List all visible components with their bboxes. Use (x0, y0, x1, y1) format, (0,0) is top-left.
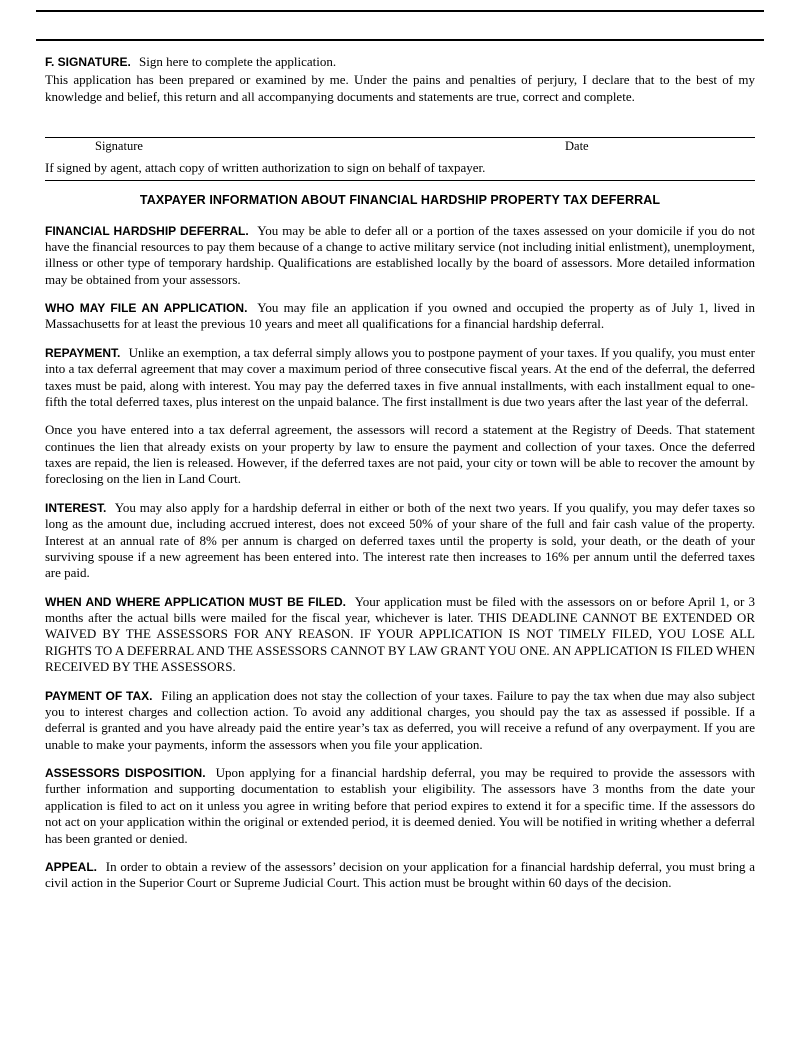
signature-label: Signature (95, 139, 143, 154)
section-payment-of-tax (45, 688, 755, 754)
section-body: You may file an application if you owned and occupied the property as of July 1, lived in Massachusetts for at least the previous 10 years and meet all qualifications for a financial hardship deferral. (45, 300, 756, 332)
section-body: Once you have entered into a tax deferral agreement, the assessors will record a statement at the Registry of Deeds. That statement continues the lien that already exists on your property by law to ensure the payment and collection of your taxes. Once the deferred taxes are repaid, the lien is released. However, if the deferred taxes are not paid, your city or town will be able to recover the amount by foreclosing on the lien in Land Court. (45, 422, 755, 487)
date-label: Date (565, 139, 589, 154)
section-body: Filing an application does not stay the collection of your taxes. Failure to pay the tax when due may also subject you to interest charges and collection action. To avoid any additional charges, you should pay the tax as assessed if possible. If a deferral is granted and you have already paid the entire year’s tax as deferred, you will receive a refund of any overpayment. If you are unable to make your payments, inform the assessors when you file your application. (45, 687, 756, 752)
section-heading: WHEN AND WHERE APPLICATION MUST BE FILED. (45, 594, 347, 609)
section-divider (45, 180, 755, 181)
section-heading: REPAYMENT. (45, 345, 121, 360)
section-body: Your application must be filed with the assessors on or before April 1, or 3 months after the actual bills were mailed for the fiscal year, whichever is later. THIS DEADLINE CANNOT BE EXTENDED OR WAIVED BY THE ASSESSORS FOR ANY REASON. IF YOUR APPLICATION IS NOT TIMELY FILED, YOU LOSE ALL RIGHTS TO A DEFERRAL AND THE ASSESSORS CANNOT BY LAW GRANT YOU ONE. AN APPLICATION IS FILED WHEN RECEIVED BY THE ASSESSORS. (45, 593, 755, 675)
section-heading: APPEAL. (45, 859, 98, 874)
section-appeal (45, 859, 755, 892)
section-heading: WHO MAY FILE AN APPLICATION. (45, 301, 248, 315)
signature-section-heading-rest: Sign here to complete the application. (139, 54, 337, 69)
signature-area (45, 137, 755, 155)
info-title: TAXPAYER INFORMATION ABOUT FINANCIAL HARDSHIP PROPERTY TAX DEFERRAL (139, 192, 661, 207)
section-body: Unlike an exemption, a tax deferral simply allows you to postpone payment of your taxes. If you qualify, you must enter into a tax deferral agreement that may cover a maximum period of three consecutive fiscal years. At the end of the deferral, the deferred taxes must be paid, along with interest. You may pay the deferred taxes in five annual installments, with each installment equal to one-fifth the total deferred taxes, plus interest on the unpaid balance. The first installment is due two years after the last year of the deferral. (45, 344, 756, 409)
signature-labels-row (45, 138, 755, 155)
section-body: You may be able to defer all or a portion of the taxes assessed on your domicile if you do not have the financial resources to pay them because of a change to active military service (not including initial enlistment), unemployment, illness or other type of temporary hardship. Qualifications are established locally by the board of assessors. More detailed information may be obtained from your assessors. (45, 222, 755, 287)
top-divider (36, 10, 764, 12)
section-heading: PAYMENT OF TAX. (45, 688, 153, 703)
section-repayment (45, 345, 755, 411)
section-financial-hardship-deferral (45, 223, 755, 289)
agent-authorization-note: If signed by agent, attach copy of written authorization to sign on behalf of taxpayer. (45, 160, 486, 176)
section-repayment-continued (45, 422, 755, 488)
signature-section (0, 54, 800, 177)
document-page (0, 10, 800, 1045)
section-body: Upon applying for a financial hardship deferral, you may be required to provide the assessors with further information and supporting documentation to establish your eligibility. The assessors have 3 months from the date your application is filed to act on it unless you agree in writing before that period expires to extend it for a specific time. If the assessors do not act on your application within the original or extended period, it is deemed denied. You will be notified in writing whether a deferral has been granted or denied. (45, 765, 756, 846)
section-heading: INTEREST. (45, 500, 107, 515)
section-assessors-disposition (45, 765, 755, 847)
perjury-declaration: This application has been prepared or examined by me. Under the pains and penalties of perjury, I declare that to the best of my knowledge and belief, this return and all accompanying documents and statements are true, correct and complete. (45, 72, 755, 104)
section-when-and-where-filed (45, 594, 755, 676)
section-who-may-file (45, 300, 755, 333)
header-divider (36, 39, 764, 41)
taxpayer-information-section (0, 193, 800, 892)
section-heading: FINANCIAL HARDSHIP DEFERRAL. (45, 223, 249, 238)
signature-section-heading: F. SIGNATURE. (45, 55, 131, 69)
section-body: In order to obtain a review of the assessors’ decision on your application for a financial hardship deferral, you must bring a civil action in the Superior Court or Supreme Judicial Court. This action must be brought within 60 days of the decision. (45, 858, 755, 891)
signature-heading-paragraph (45, 54, 755, 70)
section-heading: ASSESSORS DISPOSITION. (45, 766, 206, 780)
section-body: You may also apply for a hardship deferral in either or both of the next two years. If you qualify, you may defer taxes so long as the amount due, including accrued interest, does not exceed 50% of your share of the full and fair cash value of the property. Interest at an annual rate of 8% per annum is charged on deferred taxes until the property is sold, your death, or the death of your surviving spouse if a new agreement has been entered into. The interest rate then increases to 16% per annum until the deferred taxes are paid. (45, 499, 755, 581)
section-interest (45, 500, 755, 582)
